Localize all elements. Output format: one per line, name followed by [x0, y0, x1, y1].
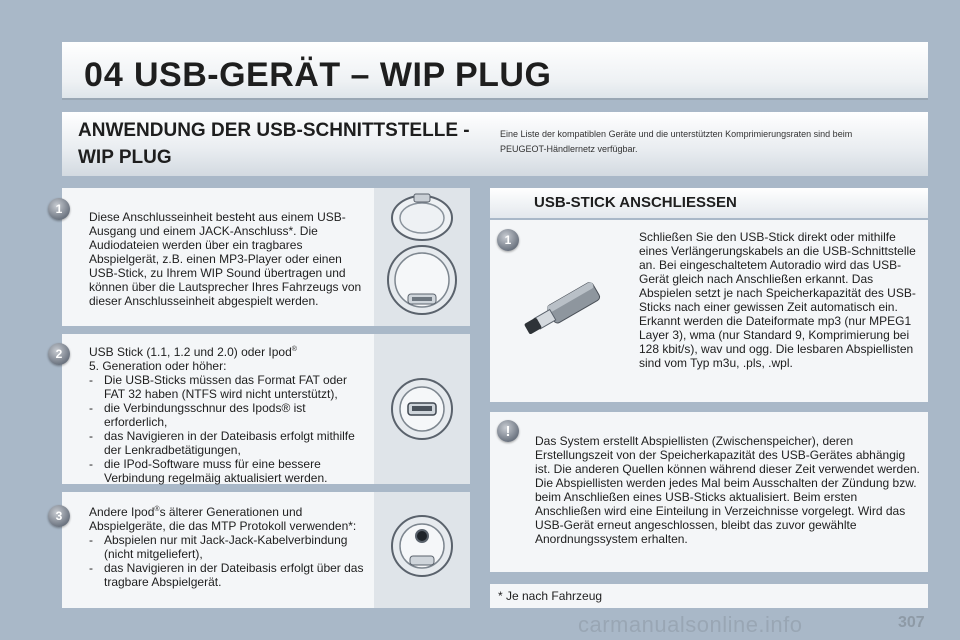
watermark: carmanualsonline.info [578, 612, 803, 637]
panel-1-text: Diese Anschlusseinheit besteht aus einem USB-Ausgang und einem JACK-Anschluss*. Die Audiodateien werden über ein tragbares Abspielgerät, z.B. einen MP3-Player oder einen USB-Stick, zu Ihrem WIP Sound übertragen und können über die Lautsprecher Ihres Fahrzeugs von dieser Anschlusseinheit abgespielt werden. [89, 210, 362, 308]
wip-plug-closed-icon [374, 188, 470, 326]
panel-1-image-area [374, 188, 470, 326]
warning-text: Das System erstellt Abspiellisten (Zwischenspeicher), deren Erstellungszeit von der Speicherkapazität des USB-Gerätes abhängig ist. Die anderen Quellen können während dieser Zeit verwendet werden. Die Abspiellisten werden jedes Mal beim Ausschalten der Zündung bzw. beim Anschließen eines USB-Sticks aktualisiert. Beim ersten Anschließen wird eine Einteilung in Verzeichnisse vorgelegt. Wird das USB-Gerät erneut angeschlossen, bleibt das zuvor gewählte Anordnungssystem erhalten. [535, 434, 920, 546]
warning-icon: ! [497, 420, 519, 442]
jack-socket-icon [374, 492, 470, 608]
panel-2-text [89, 343, 371, 485]
list-item: - das Navigieren in der Dateibasis erfolgt mithilfe der Lenkradbetätigungen, [89, 429, 371, 457]
list-item: - Abspielen nur mit Jack-Jack-Kabelverbindung (nicht mitgeliefert), [89, 533, 371, 561]
panel-3-intro [89, 503, 371, 533]
usb-text: Schließen Sie den USB-Stick direkt oder mithilfe eines Verlängerungskabels an die USB-Schnittstelle an. Bei eingeschaltetem Autoradio wird das USB-Gerät gleich nach Anschließen erkannt. Das Abspielen setzt je nach Speicherkapazität des USB-Sticks nach einer gewissen Zeit automatisch ein. Erkannt werden die Dateiformate mp3 (nur MPEG1 Layer 3), wma (nur Standard 9, Komprimierung bei 128 kbit/s), wav und ogg. Die lesbaren Abspiellisten sind vom Typ m3u, .pls, .wpl. [639, 230, 916, 370]
usb-stick-icon [520, 280, 610, 340]
step-badge-2: 2 [48, 343, 70, 365]
panel-2-intro [89, 343, 371, 373]
section-title: ANWENDUNG DER USB-SCHNITTSTELLE - WIP PLUG [78, 120, 470, 168]
chapter-number: 04 [84, 56, 124, 94]
list-item: - Die USB-Sticks müssen das Format FAT oder FAT 32 haben (NTFS wird nicht unterstützt), [89, 373, 371, 401]
registered-mark: ® [154, 506, 160, 513]
usb-stick-image [520, 280, 610, 345]
step-badge-1: 1 [48, 198, 70, 220]
panel-2-intro-a: USB Stick (1.1, 1.2 und 2.0) oder Ipod [89, 345, 292, 359]
footnote: * Je nach Fahrzeug [498, 589, 603, 603]
usb-socket-icon [374, 334, 470, 484]
usb-section-title: USB-STICK ANSCHLIESSEN [534, 194, 737, 211]
list-item: - die Verbindungsschnur des Ipods® ist erforderlich, [89, 401, 371, 429]
registered-mark: ® [291, 346, 297, 353]
panel-3-text [89, 503, 371, 589]
page-number: 307 [898, 614, 925, 631]
step-badge-3: 3 [48, 505, 70, 527]
list-item: - die IPod-Software muss für eine bessere Verbindung regelmäig aktualisiert werden. [89, 457, 371, 485]
panel-2-intro-b: 5. Generation oder höher: [89, 359, 227, 373]
list-item: - das Navigieren in der Dateibasis erfolgt über das tragbare Abspielgerät. [89, 561, 371, 589]
panel-3-intro-a: Andere Ipod [89, 505, 155, 519]
section-note: Eine Liste der kompatiblen Geräte und die unterstützten Komprimierungsraten sind beim PEUGEOT-Händlernetz verfügbar. [500, 129, 853, 154]
page-title: USB-GERÄT – WIP PLUG [134, 56, 552, 94]
step-badge-usb-1: 1 [497, 229, 519, 251]
panel-2-image-area [374, 334, 470, 484]
panel-3-image-area [374, 492, 470, 608]
panel-3-intro-b: s älterer Generationen und Abspielgeräte, die das MTP Protokoll verwenden*: [89, 505, 357, 533]
